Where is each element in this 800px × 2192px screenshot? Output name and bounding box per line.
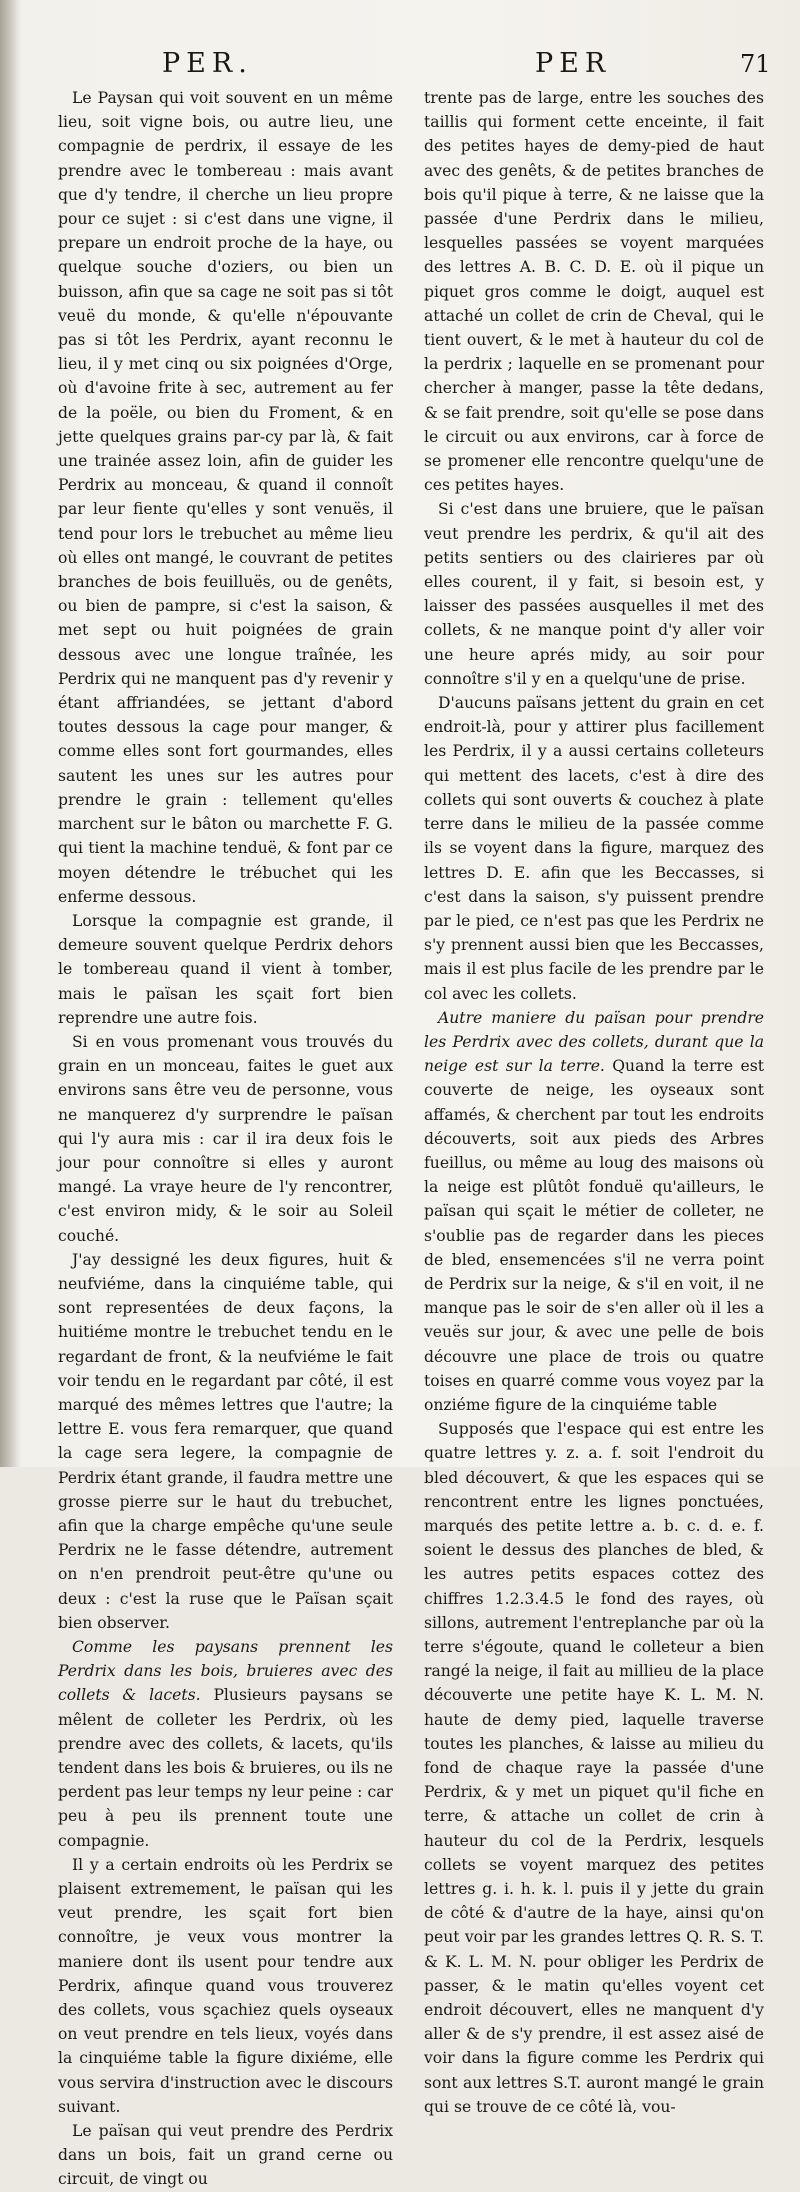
paragraph: Le païsan qui veut prendre des Perdrix dans un bois, fait un grand cerne ou circuit, de vingt ou (58, 2122, 393, 2189)
section-heading-italic: Autre maniere du païsan pour prendre les Perdrix avec des collets, durant que la neige est sur la terre. (424, 1008, 764, 1076)
paragraph: Lorsque la compagnie est grande, il demeure souvent quelque Perdrix dehors le tombereau quand il vient à tomber, mais le païsan les sçait fort bien reprendre une autre fois. (58, 911, 393, 1027)
paragraph: Il y a certain endroits où les Perdrix se plaisent extremement, le païsan qui les veut prendre, les sçait fort bien connoître, je veux vous montrer la maniere dont ils usent pour tendre aux Perdrix, afinque quand vous trouverez des collets, vous sçachiez quels oyseaux on veut prendre en tels lieux, voyés dans la cinquiéme table la figure dixiéme, elle vous servira d'instruction avec le discours suivant. (58, 1855, 393, 2116)
paragraph: D'aucuns païsans jettent du grain en cet endroit-là, pour y attirer plus facillement les Perdrix, il y a aussi certains colleteurs qui mettent des lacets, c'est à dire des collets qui sont ouverts & couchez à plate terre dans le milieu de la passée comme ils se voyent dans la figure, marquez des lettres D. E. afin que les Beccasses, si c'est dans la saison, s'y puissent prendre par le pied, ce n'est pas que les Perdrix ne s'y prennent aussi bien que les Beccasses, mais il est plus facile de les prendre par le col avec les collets. (424, 694, 764, 1003)
section-heading-italic: Comme les paysans prennent les Perdrix dans les bois, bruieres avec des collets & lacets. (58, 1638, 393, 1705)
paragraph: Si c'est dans une bruiere, que le païsan veut prendre les perdrix, & qu'il ait des petits sentiers ou des clairieres par où elles courent, il y fait, si besoin est, y laisser des passées ausquelles il met des collets, & ne manque point d'y aller voir une heure aprés midy, au soir pour connoître s'il y en a quelqu'une de prise. (424, 500, 764, 688)
paragraph-body: Plusieurs paysans se mêlent de colleter les Perdrix, où les prendre avec des collets, & lacets, qu'ils tendent dans les bois & bruieres, ou ils ne perdent pas leur temps ny leur peine : car peu à peu ils prennent toute une compagnie. (58, 1686, 393, 1850)
paragraph: Supposés que l'espace qui est entre les quatre lettres y. z. a. f. soit l'endroit du bled découvert, & que les espaces qui se rencontrent entre les lignes ponctuées, marqués des petite lettre a. b. c. d. e. f. soient le dessus des planches de bled, & les autres petits espaces cottez des chiffres 1.2.3.4.5 le fond des rayes, où sillons, autrement l'entreplanche par où la terre s'égoute, quand le colleteur a bien rangé la neige, il fait au millieu de la place découverte une petite haye K. L. M. N. haute de demy pied, laquelle traverse toutes les planches, & laisse au milieu du fond de chaque raye la passée d'une Perdrix, & y met un piquet qu'il fiche en terre, & attache un collet de crin à hauteur du col de la Perdrix, lesquels collets se voyent marquez des petites lettres g. i. h. k. l. puis il y jette du grain de côté & d'autre de la haye, ainsi qu'on peut voir par les grandes lettres Q. R. S. T. & K. L. M. N. pour obliger les Perdrix de passer, & le matin qu'elles voyent cet endroit découvert, elles ne manquent d'y aller & de s'y prendre, il est assez aisé de voir dans la figure comme les Perdrix qui sont aux lettres S.T. auront mangé le grain qui se trouve de ce côté là, vou- (424, 1420, 764, 2116)
paragraph: J'ay dessigné les deux figures, huit & neufviéme, dans la cinquiéme table, qui sont representées de deux façons, la huitiéme montre le trebuchet tendu en le regardant de front, & la neufviéme le fait voir tendu en le regardant par côté, il est marqué des mêmes lettres que l'autre; la lettre E. vous fera remarquer, que quand la cage sera legere, la compagnie de Perdrix étant grande, il faudra mettre une grosse pierre sur le haut du trebuchet, afin que la charge empêche qu'une seule Perdrix ne le fasse détendre, autrement on n'en prendroit peut-être qu'une ou deux : c'est la ruse que le Païsan sçait bien observer. (58, 1250, 393, 1632)
paragraph: Si en vous promenant vous trouvés du grain en un monceau, faites le guet aux environs sans être veu de personne, vous ne manquerez d'y surprendre le païsan qui l'y aura mis : car il ira deux fois le jour pour connoître si elles y auront mangé. La vraye heure de l'y rencontrer, c'est environ midy, & le soir au Soleil couché. (58, 1032, 393, 1245)
paragraph (424, 1006, 764, 1417)
paragraph: trente pas de large, entre les souches des taillis qui forment cette enceinte, il fait des petites hayes de demy-pied de haut avec des genêts, & de petites branches de bois qu'il pique à terre, & ne laisse que la passée d'une Perdrix dans le milieu, lesquelles passées se voyent marquées des lettres A. B. C. D. E. où il pique un piquet gros comme le doigt, auquel est attaché un collet de crin de Cheval, qui le tient ouvert, & le met à hauteur du col de la perdrix ; laquelle en se promenant pour chercher à manger, passe la tête dedans, & se fait prendre, soit qu'elle se pose dans le circuit ou aux environs, car à force de se promener elle rencontre quelqu'une de ces petites hayes. (424, 89, 764, 495)
page-number: 71 (740, 50, 771, 78)
page-header (0, 48, 800, 88)
running-head-right: PER (535, 48, 612, 79)
gutter-shadow (0, 0, 22, 1467)
paragraph-body: Quand la terre est couverte de neige, les oyseaux sont affamés, & cherchent par tout les endroits découverts, soit aux pieds des Arbres fueillus, ou même au loug des maisons où la neige est plûtôt fonduë qu'ailleurs, le païsan qui sçait le métier de colleter, ne s'oublie pas de regarder dans les pieces de bled, ensemencées s'il ne verra point de Perdrix sur la neige, & s'il en voit, il ne manque pas le soir de s'en aller où il les a veuës sur jour, & avec une pelle de bois découvre une place de trois ou quatre toises en quarré comme vous voyez par la onziéme figure de la cinquiéme table (424, 1057, 764, 1414)
text-column-left (58, 86, 393, 2189)
paragraph (58, 1635, 393, 1853)
running-head-left: PER. (162, 48, 253, 79)
text-column-right (424, 86, 764, 2116)
paragraph: Le Paysan qui voit souvent en un même lieu, soit vigne bois, ou autre lieu, une compagnie de perdrix, il essaye de les prendre avec le tombereau : mais avant que d'y tendre, il cherche un lieu propre pour ce sujet : si c'est dans une vigne, il prepare un endroit proche de la haye, ou quelque souche d'oziers, ou bien un buisson, afin que sa cage ne soit pas si tôt veuë du monde, & qu'elle n'épouvante pas si tôt les Perdrix, ayant reconnu le lieu, il y met cinq ou six poignées d'Orge, où d'avoine frite à sec, autrement au fer de la poële, ou bien du Froment, & en jette quelques grains par-cy par là, & fait une trainée assez loin, afin de guider les Perdrix au monceau, & quand il connoît par leur fiente qu'elles y sont venuës, il tend pour lors le trebuchet au même lieu où elles ont mangé, le couvrant de petites branches de bois feuilluës, ou de genêts, ou bien de pampre, si c'est la saison, & met sept ou huit poignées de grain dessous avec une longue traînée, les Perdrix qui ne manquent pas d'y revenir y étant affriandées, se jettant d'abord toutes dessous la cage pour manger, & comme elles sont fort gourmandes, elles sautent les unes sur les autres pour prendre le grain : tellement qu'elles marchent sur le bâton ou marchette F. G. qui tient la machine tenduë, & font par ce moyen détendre le trébuchet qui les enferme dessous. (58, 89, 393, 906)
